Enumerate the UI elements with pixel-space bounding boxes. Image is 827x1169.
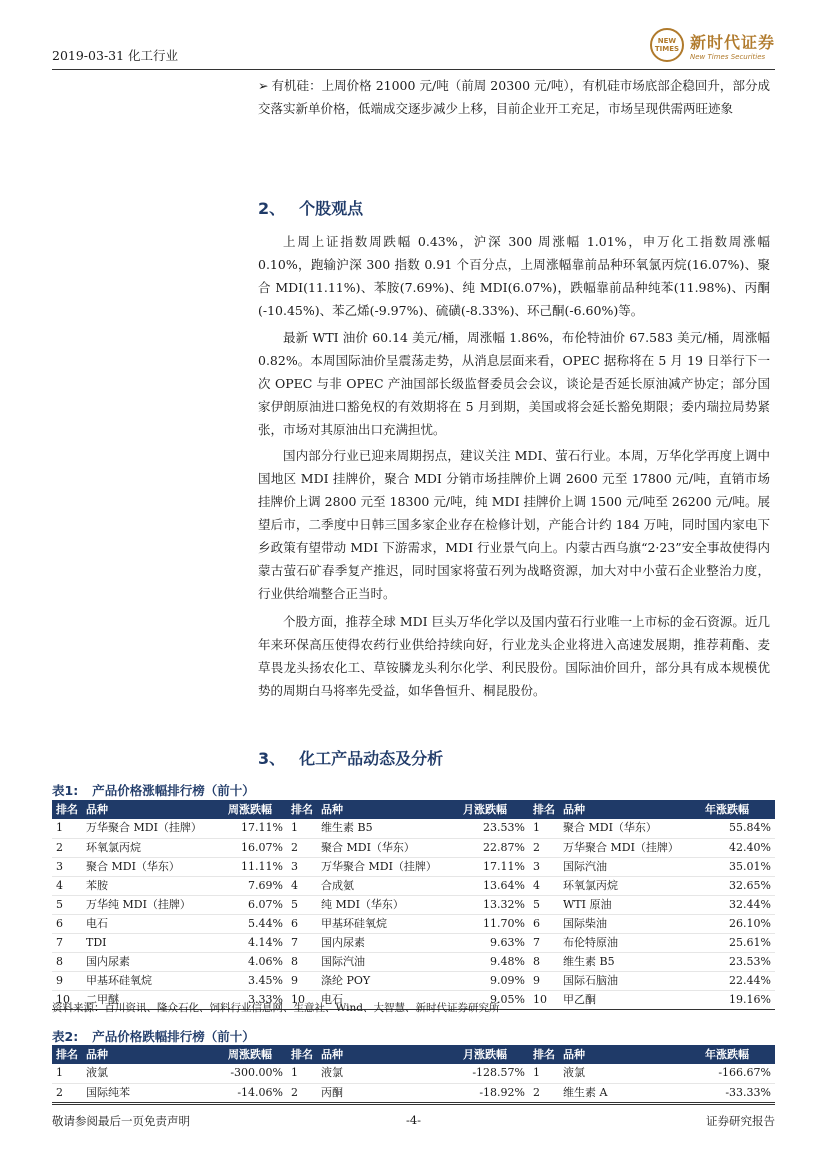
table-cell: 5 bbox=[529, 895, 559, 914]
table-cell: 26.10% bbox=[701, 914, 775, 933]
table-cell: 聚合 MDI（华东） bbox=[559, 819, 701, 838]
table-cell: 32.44% bbox=[701, 895, 775, 914]
table-header-row bbox=[52, 800, 775, 819]
column-header: 品种 bbox=[82, 1045, 224, 1064]
table-row bbox=[52, 876, 775, 895]
page-header bbox=[52, 28, 775, 70]
table-cell: 8 bbox=[52, 952, 82, 971]
table-cell: 6 bbox=[287, 914, 317, 933]
table-header-row bbox=[52, 1045, 775, 1064]
table-cell: 维生素 A bbox=[559, 1083, 701, 1102]
table-cell: 纯 MDI（华东） bbox=[317, 895, 459, 914]
table-cell: 7 bbox=[52, 933, 82, 952]
section-2-title: 个股观点 bbox=[299, 199, 364, 218]
table-cell: 液氯 bbox=[82, 1064, 224, 1083]
column-header: 排名 bbox=[52, 1045, 82, 1064]
table-row bbox=[52, 971, 775, 990]
table-cell: 布伦特原油 bbox=[559, 933, 701, 952]
section-3-heading bbox=[258, 746, 443, 769]
table-2-label: 表2: bbox=[52, 1029, 79, 1044]
table-cell: TDI bbox=[82, 933, 224, 952]
arrow-bullet-icon: ➢ bbox=[258, 78, 269, 93]
table-cell: 23.53% bbox=[459, 819, 529, 838]
table-cell: 国际柴油 bbox=[559, 914, 701, 933]
table-cell: -33.33% bbox=[701, 1083, 775, 1102]
column-header: 周涨跌幅 bbox=[224, 800, 287, 819]
footer-report-type: 证券研究报告 bbox=[706, 1114, 775, 1128]
page-number: -4- bbox=[405, 1113, 422, 1127]
table-cell: 16.07% bbox=[224, 838, 287, 857]
table-cell: 25.61% bbox=[701, 933, 775, 952]
table-cell: 国内尿素 bbox=[317, 933, 459, 952]
table-cell: 13.32% bbox=[459, 895, 529, 914]
table-cell: 2 bbox=[52, 838, 82, 857]
table-cell: 2 bbox=[529, 1083, 559, 1102]
table-cell: 9 bbox=[287, 971, 317, 990]
table-cell: 涤纶 POY bbox=[317, 971, 459, 990]
price-drop-ranking-table bbox=[52, 1045, 775, 1103]
table-cell: 35.01% bbox=[701, 857, 775, 876]
table-cell: 1 bbox=[529, 1064, 559, 1083]
table-cell: WTI 原油 bbox=[559, 895, 701, 914]
table-cell: 3 bbox=[287, 857, 317, 876]
table-cell: 万华纯 MDI（挂牌） bbox=[82, 895, 224, 914]
column-header: 品种 bbox=[82, 800, 224, 819]
table-cell: 聚合 MDI（华东） bbox=[82, 857, 224, 876]
table-cell: -166.67% bbox=[701, 1064, 775, 1083]
column-header: 品种 bbox=[559, 800, 701, 819]
table-2-title bbox=[52, 1027, 255, 1045]
table-cell: 42.40% bbox=[701, 838, 775, 857]
table-row bbox=[52, 838, 775, 857]
table-cell: 苯胺 bbox=[82, 876, 224, 895]
table-cell: 国际汽油 bbox=[559, 857, 701, 876]
table-cell: 9.09% bbox=[459, 971, 529, 990]
table-cell: 2 bbox=[52, 1083, 82, 1102]
table-cell: 电石 bbox=[317, 990, 459, 1009]
table-cell: 3 bbox=[52, 857, 82, 876]
table-cell: 万华聚合 MDI（挂牌） bbox=[559, 838, 701, 857]
table-1-label: 表1: bbox=[52, 783, 79, 798]
table-cell: 10 bbox=[529, 990, 559, 1009]
table-cell: 1 bbox=[52, 819, 82, 838]
table-cell: 环氧氯丙烷 bbox=[559, 876, 701, 895]
table-cell: 1 bbox=[52, 1064, 82, 1083]
column-header: 排名 bbox=[287, 800, 317, 819]
table-cell: 维生素 B5 bbox=[559, 952, 701, 971]
table-cell: 11.11% bbox=[224, 857, 287, 876]
price-gain-ranking-table bbox=[52, 800, 775, 1010]
column-header: 品种 bbox=[317, 800, 459, 819]
table-cell: 9.48% bbox=[459, 952, 529, 971]
column-header: 排名 bbox=[287, 1045, 317, 1064]
column-header: 排名 bbox=[529, 800, 559, 819]
table-cell: 1 bbox=[287, 1064, 317, 1083]
table-cell: 3.45% bbox=[224, 971, 287, 990]
column-header: 年涨跌幅 bbox=[701, 1045, 775, 1064]
column-header: 排名 bbox=[529, 1045, 559, 1064]
table-cell: 19.16% bbox=[701, 990, 775, 1009]
table-cell: 二甲醚 bbox=[82, 990, 224, 1009]
logo-cn-name: 新时代证券 bbox=[689, 32, 775, 52]
table-cell: 万华聚合 MDI（挂牌） bbox=[317, 857, 459, 876]
table-cell: 1 bbox=[529, 819, 559, 838]
table-cell: 8 bbox=[529, 952, 559, 971]
table-row bbox=[52, 819, 775, 838]
table-2-caption: 产品价格跌幅排行榜（前十） bbox=[92, 1029, 255, 1044]
table-cell: 9 bbox=[52, 971, 82, 990]
table-cell: 6 bbox=[529, 914, 559, 933]
table-cell: 7 bbox=[287, 933, 317, 952]
company-logo bbox=[650, 28, 775, 62]
table-cell: 国内尿素 bbox=[82, 952, 224, 971]
section-2-number: 2、 bbox=[258, 199, 286, 218]
table-cell: 6 bbox=[52, 914, 82, 933]
table-cell: 1 bbox=[287, 819, 317, 838]
table-cell: 环氧氯丙烷 bbox=[82, 838, 224, 857]
logo-en-name: New Times Securities bbox=[689, 52, 766, 61]
table-cell: 2 bbox=[529, 838, 559, 857]
table-cell: 7 bbox=[529, 933, 559, 952]
table-cell: 9.05% bbox=[459, 990, 529, 1009]
table-cell: 3 bbox=[529, 857, 559, 876]
table-cell: -300.00% bbox=[224, 1064, 287, 1083]
paragraph-stock-picks: 个股方面，推荐全球 MDI 巨头万华化学以及国内萤石行业唯一上市标的金石资源。近几年来环保高压使得农药行业供给持续向好，行业龙头企业将进入高速发展期，推荐莉酯、麦草畏龙头扬农化工、草铵膦龙头利尔化学、利民股份。国际油价回升，部分具有成本规模优势的周期白马将率先受益，如华鲁恒升、桐昆股份。 bbox=[258, 614, 770, 698]
table-cell: 17.11% bbox=[224, 819, 287, 838]
column-header: 品种 bbox=[559, 1045, 701, 1064]
logo-mark-icon: NEW TIMES bbox=[650, 28, 684, 62]
bullet-silicone bbox=[258, 74, 770, 120]
column-header: 周涨跌幅 bbox=[224, 1045, 287, 1064]
table-cell: 国际纯苯 bbox=[82, 1083, 224, 1102]
table-cell: 4.14% bbox=[224, 933, 287, 952]
header-date-industry: 2019-03-31 化工行业 bbox=[52, 48, 179, 63]
column-header: 年涨跌幅 bbox=[701, 800, 775, 819]
table-cell: 23.53% bbox=[701, 952, 775, 971]
table-cell: 丙酮 bbox=[317, 1083, 459, 1102]
table-row bbox=[52, 952, 775, 971]
table-cell: 电石 bbox=[82, 914, 224, 933]
table-cell: 2 bbox=[287, 838, 317, 857]
table-cell: 2 bbox=[287, 1083, 317, 1102]
page-footer bbox=[52, 1104, 775, 1134]
section-2-heading bbox=[258, 196, 363, 219]
table-row bbox=[52, 1064, 775, 1083]
table-cell: 8 bbox=[287, 952, 317, 971]
table-cell: 液氯 bbox=[317, 1064, 459, 1083]
table-cell: 9.63% bbox=[459, 933, 529, 952]
table-cell: 5.44% bbox=[224, 914, 287, 933]
footer-disclaimer: 敬请参阅最后一页免责声明 bbox=[52, 1114, 190, 1128]
column-header: 月涨跌幅 bbox=[459, 800, 529, 819]
table-cell: 5 bbox=[287, 895, 317, 914]
table-cell: 32.65% bbox=[701, 876, 775, 895]
table-cell: 10 bbox=[287, 990, 317, 1009]
data-source-note: 资料来源：百川资讯、隆众石化、饲料行业信息网、生意社、Wind、大智慧、新时代证券研究所 bbox=[52, 1002, 500, 1014]
table-cell: 6.07% bbox=[224, 895, 287, 914]
table-cell: 甲乙酮 bbox=[559, 990, 701, 1009]
table-cell: 9 bbox=[529, 971, 559, 990]
table-row bbox=[52, 1083, 775, 1102]
paragraph-market-index: 上周上证指数周跌幅 0.43%，沪深 300 周涨幅 1.01%，申万化工指数周涨幅 0.10%，跑输沪深 300 指数 0.91 个百分点，上周涨幅靠前品种环氧氯丙烷(16.07%)、聚合 MDI(11.11%)、苯胺(7.69%)、纯 MDI(6.07%)，跌幅靠前品种纯苯(11.98%)、丙酮(-10.45%)、苯乙烯(-9.97%)、硫磺(-8.33%)、环己酮(-6.60%)等。 bbox=[258, 234, 770, 318]
table-cell: 4.06% bbox=[224, 952, 287, 971]
table-row bbox=[52, 857, 775, 876]
section-3-number: 3、 bbox=[258, 749, 286, 768]
table-cell: 4 bbox=[287, 876, 317, 895]
table-cell: 10 bbox=[52, 990, 82, 1009]
table-row bbox=[52, 895, 775, 914]
table-cell: 7.69% bbox=[224, 876, 287, 895]
table-cell: 11.70% bbox=[459, 914, 529, 933]
table-cell: -14.06% bbox=[224, 1083, 287, 1102]
table-cell: 3.33% bbox=[224, 990, 287, 1009]
table-cell: 液氯 bbox=[559, 1064, 701, 1083]
table-1-title bbox=[52, 781, 255, 799]
table-cell: 22.87% bbox=[459, 838, 529, 857]
column-header: 月涨跌幅 bbox=[459, 1045, 529, 1064]
table-cell: 国际汽油 bbox=[317, 952, 459, 971]
column-header: 排名 bbox=[52, 800, 82, 819]
bullet-silicone-text: 有机硅：上周价格 21000 元/吨（前周 20300 元/吨），有机硅市场底部企稳回升，部分成交落实新单价格，低端成交逐步减少上移，目前企业开工充足，市场呈现供需两旺迹象 bbox=[258, 78, 770, 116]
table-cell: 17.11% bbox=[459, 857, 529, 876]
table-cell: 国际石脑油 bbox=[559, 971, 701, 990]
table-cell: 聚合 MDI（华东） bbox=[317, 838, 459, 857]
table-cell: -18.92% bbox=[459, 1083, 529, 1102]
table-cell: 万华聚合 MDI（挂牌） bbox=[82, 819, 224, 838]
table-cell: -128.57% bbox=[459, 1064, 529, 1083]
table-row bbox=[52, 914, 775, 933]
table-cell: 4 bbox=[52, 876, 82, 895]
table-cell: 55.84% bbox=[701, 819, 775, 838]
paragraph-oil-price: 最新 WTI 油价 60.14 美元/桶，周涨幅 1.86%，布伦特油价 67.583 美元/桶，周涨幅 0.82%。本周国际油价呈震荡走势，从消息层面来看，OPEC 据称将在 5 月 19 日举行下一次 OPEC 与非 OPEC 产油国部长级监督委员会会议，谈论是否延长原油减产协定；部分国家伊朗原油进口豁免权的有效期将在 5 月到期，美国或将会延长豁免期限；委内瑞拉局势紧张，市场对其原油出口充满担忧。 bbox=[258, 330, 770, 437]
table-1-caption: 产品价格涨幅排行榜（前十） bbox=[92, 783, 255, 798]
table-cell: 甲基环硅氧烷 bbox=[82, 971, 224, 990]
paragraph-mdi-fluorite: 国内部分行业已迎来周期拐点，建议关注 MDI、萤石行业。本周，万华化学再度上调中国地区 MDI 挂牌价，聚合 MDI 分销市场挂牌价上调 2600 元至 17800 元/吨，直销市场挂牌价上调 2800 元至 18300 元/吨，纯 MDI 挂牌价上调 1500 元/吨至 26200 元/吨。展望后市，二季度中日韩三国多家企业存在检修计划，产能合计约 184 万吨，同时国内家电下乡政策有望带动 MDI 下游需求，MDI 行业景气向上。内蒙古西乌旗“2·23”安全事故使得内蒙古萤石矿春季复产推迟，同时国家将萤石列为战略资源，加大对中小萤石企业整治力度，行业供给端整合正当时。 bbox=[258, 448, 770, 601]
table-row bbox=[52, 933, 775, 952]
column-header: 品种 bbox=[317, 1045, 459, 1064]
table-cell: 合成氨 bbox=[317, 876, 459, 895]
table-cell: 维生素 B5 bbox=[317, 819, 459, 838]
table-cell: 13.64% bbox=[459, 876, 529, 895]
section-3-title: 化工产品动态及分析 bbox=[299, 749, 444, 768]
table-cell: 4 bbox=[529, 876, 559, 895]
table-cell: 5 bbox=[52, 895, 82, 914]
table-cell: 甲基环硅氧烷 bbox=[317, 914, 459, 933]
table-cell: 22.44% bbox=[701, 971, 775, 990]
